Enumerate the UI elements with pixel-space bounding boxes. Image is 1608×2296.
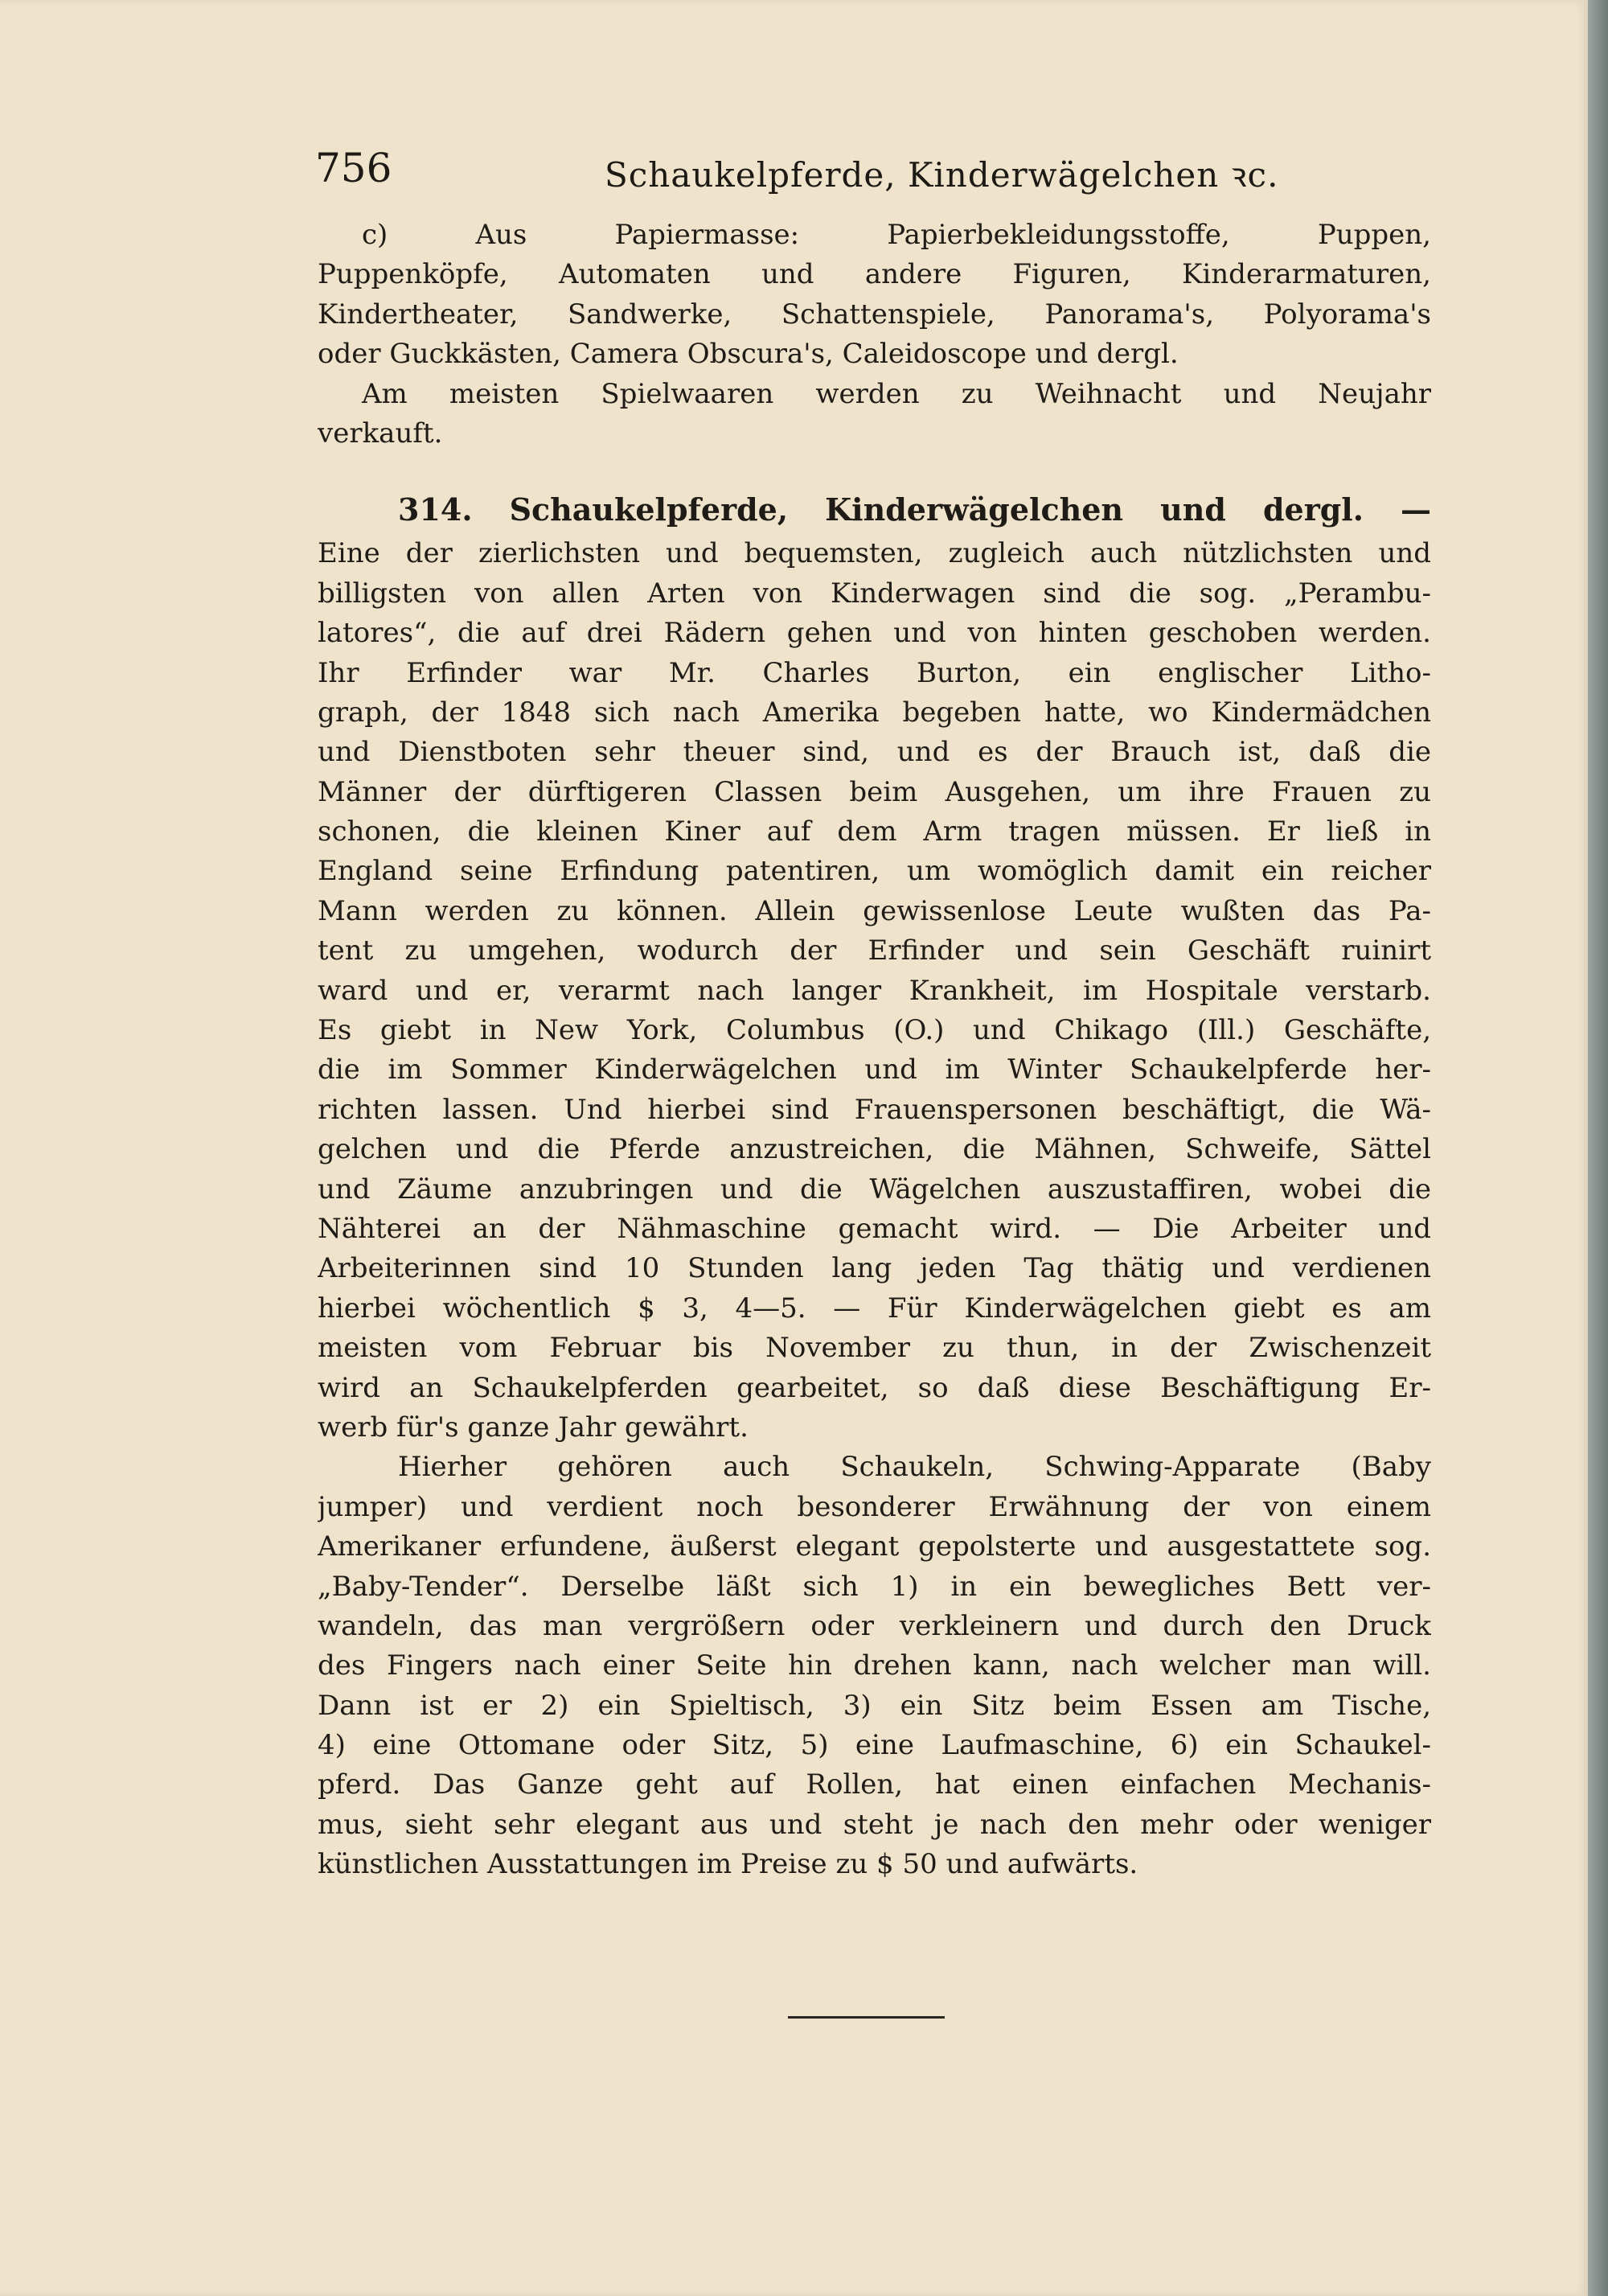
text-line: jumper) und verdient noch besonderer Erwähnung der von einem	[318, 1490, 1431, 1523]
section-c	[318, 216, 1431, 454]
text-line: Hierher gehören auch Schaukeln, Schwing-Apparate (Baby	[398, 1451, 1431, 1484]
text-line: billigsten von allen Arten von Kinderwagen sind die sog. „Perambu-	[318, 577, 1431, 610]
text-line: die im Sommer Kinderwägelchen und im Winter Schaukelpferde her-	[318, 1054, 1431, 1086]
text-line: latores“, die auf drei Rädern gehen und von hinten geschoben werden.	[318, 617, 1431, 650]
section-314	[318, 486, 1431, 1884]
section-heading: 314. Schaukelpferde, Kinderwägelchen und dergl. —	[398, 491, 1431, 528]
text-line: Kindertheater, Sandwerke, Schattenspiele, Panorama's, Polyorama's	[318, 298, 1431, 331]
text-line: Amerikaner erfundene, äußerst elegant gepolsterte und ausgestattete sog.	[318, 1530, 1431, 1563]
text-line: oder Guckkästen, Camera Obscura's, Caleidoscope und dergl.	[318, 338, 1179, 371]
text-line: wird an Schaukelpferden gearbeitet, so daß diese Beschäftigung Er-	[318, 1371, 1431, 1404]
running-head: Schaukelpferde, Kinderwägelchen ꝛc.	[605, 155, 1279, 195]
text-line: c) Aus Papiermasse: Papierbekleidungsstoffe, Puppen,	[362, 219, 1431, 251]
text-line: graph, der 1848 sich nach Amerika begeben hatte, wo Kindermädchen	[318, 696, 1431, 729]
text-line: 4) eine Ottomane oder Sitz, 5) eine Laufmaschine, 6) ein Schaukel-	[318, 1729, 1431, 1762]
text-line: tent zu umgehen, wodurch der Erfinder und sein Geschäft ruinirt	[318, 934, 1431, 967]
text-line: England seine Erfindung patentiren, um womöglich damit ein reicher	[318, 855, 1431, 888]
text-line: werb für's ganze Jahr gewährt.	[318, 1411, 749, 1444]
text-line: Puppenköpfe, Automaten und andere Figuren, Kinderarmaturen,	[318, 258, 1431, 291]
text-line: und Dienstboten sehr theuer sind, und es der Brauch ist, daß die	[318, 736, 1431, 769]
text-line: mus, sieht sehr elegant aus und steht je nach den mehr oder weniger	[318, 1808, 1431, 1841]
page-header	[315, 137, 1425, 201]
text-line: Ihr Erfinder war Mr. Charles Burton, ein englischer Litho-	[318, 656, 1431, 689]
text-line: Dann ist er 2) ein Spieltisch, 3) ein Sitz beim Essen am Tische,	[318, 1689, 1431, 1722]
text-line: pferd. Das Ganze geht auf Rollen, hat einen einfachen Mechanis-	[318, 1768, 1431, 1801]
text-line: ward und er, verarmt nach langer Krankheit, im Hospitale verstarb.	[318, 974, 1431, 1007]
text-line: meisten vom Februar bis November zu thun, in der Zwischenzeit	[318, 1332, 1431, 1365]
page-number: 756	[315, 145, 392, 191]
text-line: schonen, die kleinen Kiner auf dem Arm tragen müssen. Er ließ in	[318, 815, 1431, 848]
text-line: Eine der zierlichsten und bequemsten, zugleich auch nützlichsten und	[318, 537, 1431, 570]
text-line: des Fingers nach einer Seite hin drehen kann, nach welcher man will.	[318, 1649, 1431, 1682]
text-line: künstlichen Ausstattungen im Preise zu $ 50 und aufwärts.	[318, 1848, 1138, 1881]
text-line: Nähterei an der Nähmaschine gemacht wird. — Die Arbeiter und	[318, 1212, 1431, 1245]
text-line: „Baby-Tender“. Derselbe läßt sich 1) in ein bewegliches Bett ver-	[318, 1570, 1431, 1603]
text-line: Mann werden zu können. Allein gewissenlose Leute wußten das Pa-	[318, 894, 1431, 927]
body-text	[318, 216, 1431, 1885]
text-line: wandeln, das man vergrößern oder verkleinern und durch den Druck	[318, 1609, 1431, 1642]
text-line: Arbeiterinnen sind 10 Stunden lang jeden Tag thätig und verdienen	[318, 1252, 1431, 1285]
text-line: Männer der dürftigeren Classen beim Ausgehen, um ihre Frauen zu	[318, 775, 1431, 808]
text-line: Am meisten Spielwaaren werden zu Weihnacht und Neujahr	[362, 377, 1431, 410]
page-edge	[1588, 0, 1608, 2296]
end-rule	[788, 2016, 945, 2019]
section-gap	[318, 454, 1431, 486]
text-line: und Zäume anzubringen und die Wägelchen auszustaffiren, wobei die	[318, 1173, 1431, 1206]
text-line: Es giebt in New York, Columbus (O.) und Chikago (Ill.) Geschäfte,	[318, 1014, 1431, 1047]
text-line: richten lassen. Und hierbei sind Frauenspersonen beschäftigt, die Wä-	[318, 1093, 1431, 1126]
text-line: gelchen und die Pferde anzustreichen, die Mähnen, Schweife, Sättel	[318, 1133, 1431, 1166]
text-line: hierbei wöchentlich $ 3, 4—5. — Für Kinderwägelchen giebt es am	[318, 1292, 1431, 1325]
text-line: verkauft.	[318, 417, 443, 450]
